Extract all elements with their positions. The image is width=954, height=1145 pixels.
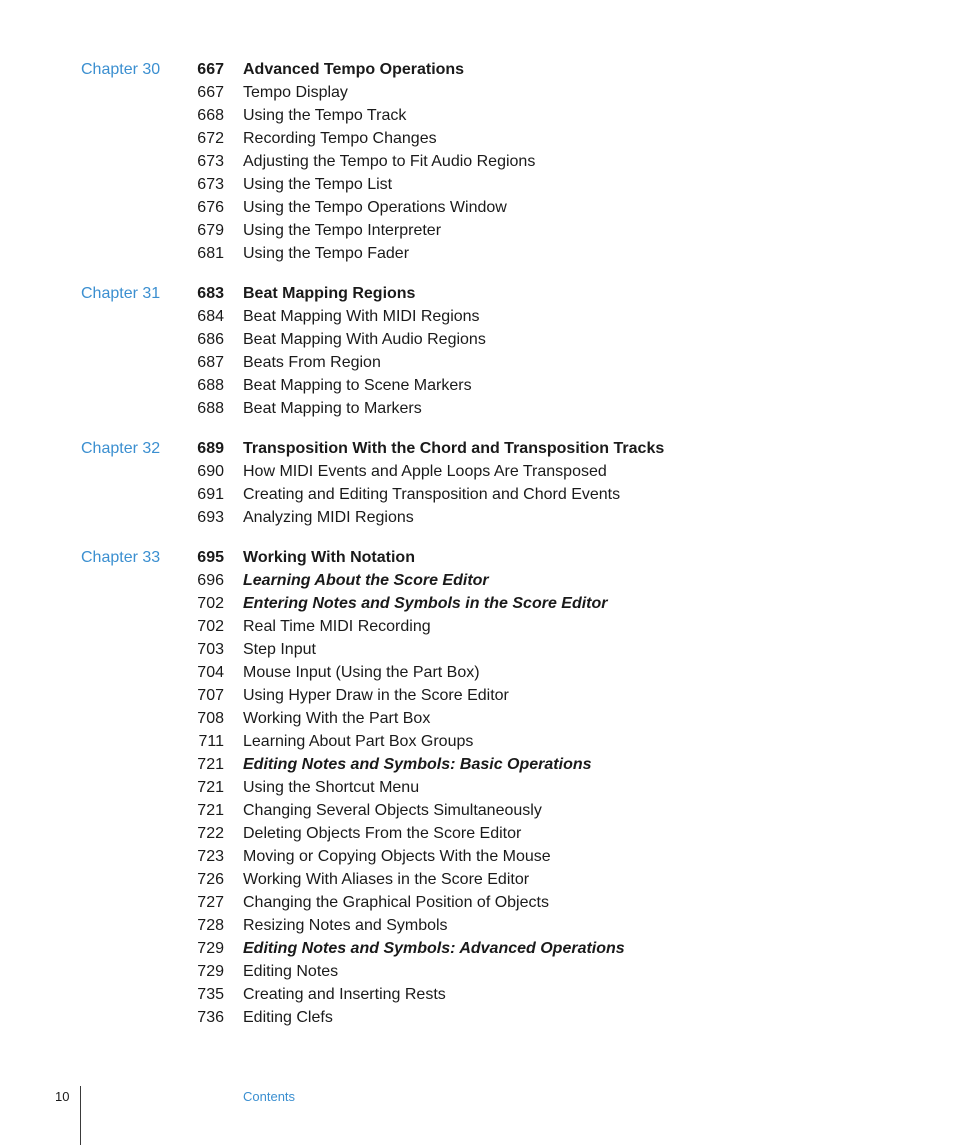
entry-page-number: 696	[197, 572, 224, 589]
toc-entry[interactable]	[0, 397, 954, 420]
entry-title: Editing Notes	[243, 963, 339, 980]
entry-title: Recording Tempo Changes	[243, 130, 437, 147]
entry-title: Entering Notes and Symbols in the Score Editor	[243, 595, 608, 612]
entry-page-number: 708	[197, 710, 224, 727]
entry-page-number: 688	[197, 400, 224, 417]
entry-page-number: 667	[197, 84, 224, 101]
entry-page-number: 721	[197, 756, 224, 773]
entry-title: Creating and Editing Transposition and Chord Events	[243, 486, 621, 503]
toc-entry[interactable]	[0, 219, 954, 242]
chapter-section	[0, 58, 954, 265]
chapter-section	[0, 282, 954, 420]
toc-entry[interactable]	[0, 822, 954, 845]
entry-title: Using the Tempo Track	[243, 107, 407, 124]
chapter-label[interactable]: Chapter 30	[81, 61, 161, 78]
chapter-title-entry[interactable]	[0, 58, 954, 81]
chapter-label[interactable]: Chapter 32	[81, 440, 161, 457]
entry-title: Beat Mapping Regions	[243, 285, 416, 302]
entry-page-number: 683	[197, 285, 224, 302]
entry-title: Learning About Part Box Groups	[243, 733, 474, 750]
entry-title: Editing Clefs	[243, 1009, 333, 1026]
toc-entry[interactable]	[0, 707, 954, 730]
entry-page-number: 729	[197, 940, 224, 957]
entry-page-number: 728	[197, 917, 224, 934]
entry-page-number: 707	[197, 687, 224, 704]
entry-page-number: 679	[197, 222, 224, 239]
toc-entry[interactable]	[0, 150, 954, 173]
entry-title: Analyzing MIDI Regions	[243, 509, 414, 526]
table-of-contents	[0, 58, 954, 1046]
toc-entry[interactable]	[0, 868, 954, 891]
entry-page-number: 729	[197, 963, 224, 980]
entry-page-number: 736	[197, 1009, 224, 1026]
toc-entry[interactable]	[0, 730, 954, 753]
entry-title: Beats From Region	[243, 354, 381, 371]
toc-entry[interactable]	[0, 684, 954, 707]
toc-entry[interactable]	[0, 374, 954, 397]
entry-title: Using the Tempo Operations Window	[243, 199, 507, 216]
entry-page-number: 672	[197, 130, 224, 147]
toc-entry[interactable]	[0, 983, 954, 1006]
toc-entry[interactable]	[0, 483, 954, 506]
entry-title: Beat Mapping to Scene Markers	[243, 377, 472, 394]
entry-page-number: 688	[197, 377, 224, 394]
chapter-title-entry[interactable]	[0, 282, 954, 305]
entry-page-number: 711	[198, 733, 224, 750]
entry-title: Using the Shortcut Menu	[243, 779, 420, 796]
toc-entry[interactable]	[0, 845, 954, 868]
entry-page-number: 686	[197, 331, 224, 348]
entry-page-number: 690	[197, 463, 224, 480]
entry-page-number: 681	[197, 245, 224, 262]
entry-page-number: 691	[197, 486, 224, 503]
footer-rule	[80, 1086, 81, 1145]
toc-entry[interactable]	[0, 305, 954, 328]
entry-page-number: 689	[197, 440, 224, 457]
footer-page-number: 10	[55, 1089, 70, 1104]
entry-page-number: 668	[197, 107, 224, 124]
toc-entry[interactable]	[0, 328, 954, 351]
toc-entry[interactable]	[0, 173, 954, 196]
toc-entry[interactable]	[0, 753, 954, 776]
entry-title: Beat Mapping With Audio Regions	[243, 331, 486, 348]
entry-page-number: 667	[197, 61, 224, 78]
entry-title: Changing the Graphical Position of Objects	[243, 894, 549, 911]
entry-title: Resizing Notes and Symbols	[243, 917, 448, 934]
entry-page-number: 673	[197, 176, 224, 193]
entry-title: Using the Tempo List	[243, 176, 393, 193]
toc-entry[interactable]	[0, 615, 954, 638]
entry-page-number: 727	[197, 894, 224, 911]
toc-entry[interactable]	[0, 891, 954, 914]
entry-title: Beat Mapping to Markers	[243, 400, 422, 417]
toc-entry[interactable]	[0, 351, 954, 374]
toc-entry[interactable]	[0, 242, 954, 265]
entry-page-number: 704	[197, 664, 224, 681]
chapter-section	[0, 437, 954, 529]
entry-page-number: 693	[197, 509, 224, 526]
toc-entry[interactable]	[0, 960, 954, 983]
entry-title: Editing Notes and Symbols: Advanced Operations	[243, 940, 625, 957]
entry-page-number: 721	[197, 802, 224, 819]
toc-entry[interactable]	[0, 460, 954, 483]
entry-title: How MIDI Events and Apple Loops Are Transposed	[243, 463, 607, 480]
entry-title: Using the Tempo Fader	[243, 245, 410, 262]
entry-page-number: 723	[197, 848, 224, 865]
entry-page-number: 687	[197, 354, 224, 371]
toc-entry[interactable]	[0, 799, 954, 822]
chapter-title-entry[interactable]	[0, 437, 954, 460]
toc-entry[interactable]	[0, 661, 954, 684]
entry-title: Learning About the Score Editor	[243, 572, 489, 589]
chapter-section	[0, 546, 954, 1029]
footer-section-label: Contents	[243, 1089, 296, 1104]
toc-entry[interactable]	[0, 592, 954, 615]
toc-entry[interactable]	[0, 196, 954, 219]
entry-page-number: 695	[197, 549, 224, 566]
chapter-label[interactable]: Chapter 31	[81, 285, 161, 302]
chapter-label[interactable]: Chapter 33	[81, 549, 161, 566]
chapter-title-entry[interactable]	[0, 546, 954, 569]
toc-entry[interactable]	[0, 81, 954, 104]
entry-title: Working With the Part Box	[243, 710, 431, 727]
toc-entry[interactable]	[0, 104, 954, 127]
toc-entry[interactable]	[0, 506, 954, 529]
entry-page-number: 673	[197, 153, 224, 170]
entry-title: Moving or Copying Objects With the Mouse	[243, 848, 551, 865]
toc-entry[interactable]	[0, 127, 954, 150]
entry-title: Working With Aliases in the Score Editor	[243, 871, 530, 888]
entry-page-number: 735	[197, 986, 224, 1003]
entry-title: Changing Several Objects Simultaneously	[243, 802, 542, 819]
entry-title: Transposition With the Chord and Transposition Tracks	[243, 440, 665, 457]
toc-entry[interactable]	[0, 1006, 954, 1029]
toc-entry[interactable]	[0, 914, 954, 937]
entry-title: Editing Notes and Symbols: Basic Operations	[243, 756, 592, 773]
toc-entry[interactable]	[0, 569, 954, 592]
entry-title: Step Input	[243, 641, 316, 658]
entry-title: Using Hyper Draw in the Score Editor	[243, 687, 509, 704]
toc-entry[interactable]	[0, 776, 954, 799]
toc-entry[interactable]	[0, 937, 954, 960]
entry-page-number: 726	[197, 871, 224, 888]
entry-title: Advanced Tempo Operations	[243, 61, 465, 78]
entry-title: Adjusting the Tempo to Fit Audio Regions	[243, 153, 536, 170]
entry-title: Creating and Inserting Rests	[243, 986, 446, 1003]
entry-title: Deleting Objects From the Score Editor	[243, 825, 522, 842]
entry-page-number: 676	[197, 199, 224, 216]
entry-page-number: 722	[197, 825, 224, 842]
entry-title: Tempo Display	[243, 84, 348, 101]
entry-page-number: 702	[197, 618, 224, 635]
toc-entry[interactable]	[0, 638, 954, 661]
entry-title: Beat Mapping With MIDI Regions	[243, 308, 480, 325]
entry-title: Using the Tempo Interpreter	[243, 222, 442, 239]
entry-page-number: 702	[197, 595, 224, 612]
entry-title: Real Time MIDI Recording	[243, 618, 431, 635]
entry-title: Mouse Input (Using the Part Box)	[243, 664, 480, 681]
entry-page-number: 721	[197, 779, 224, 796]
entry-title: Working With Notation	[243, 549, 415, 566]
entry-page-number: 703	[197, 641, 224, 658]
entry-page-number: 684	[197, 308, 224, 325]
